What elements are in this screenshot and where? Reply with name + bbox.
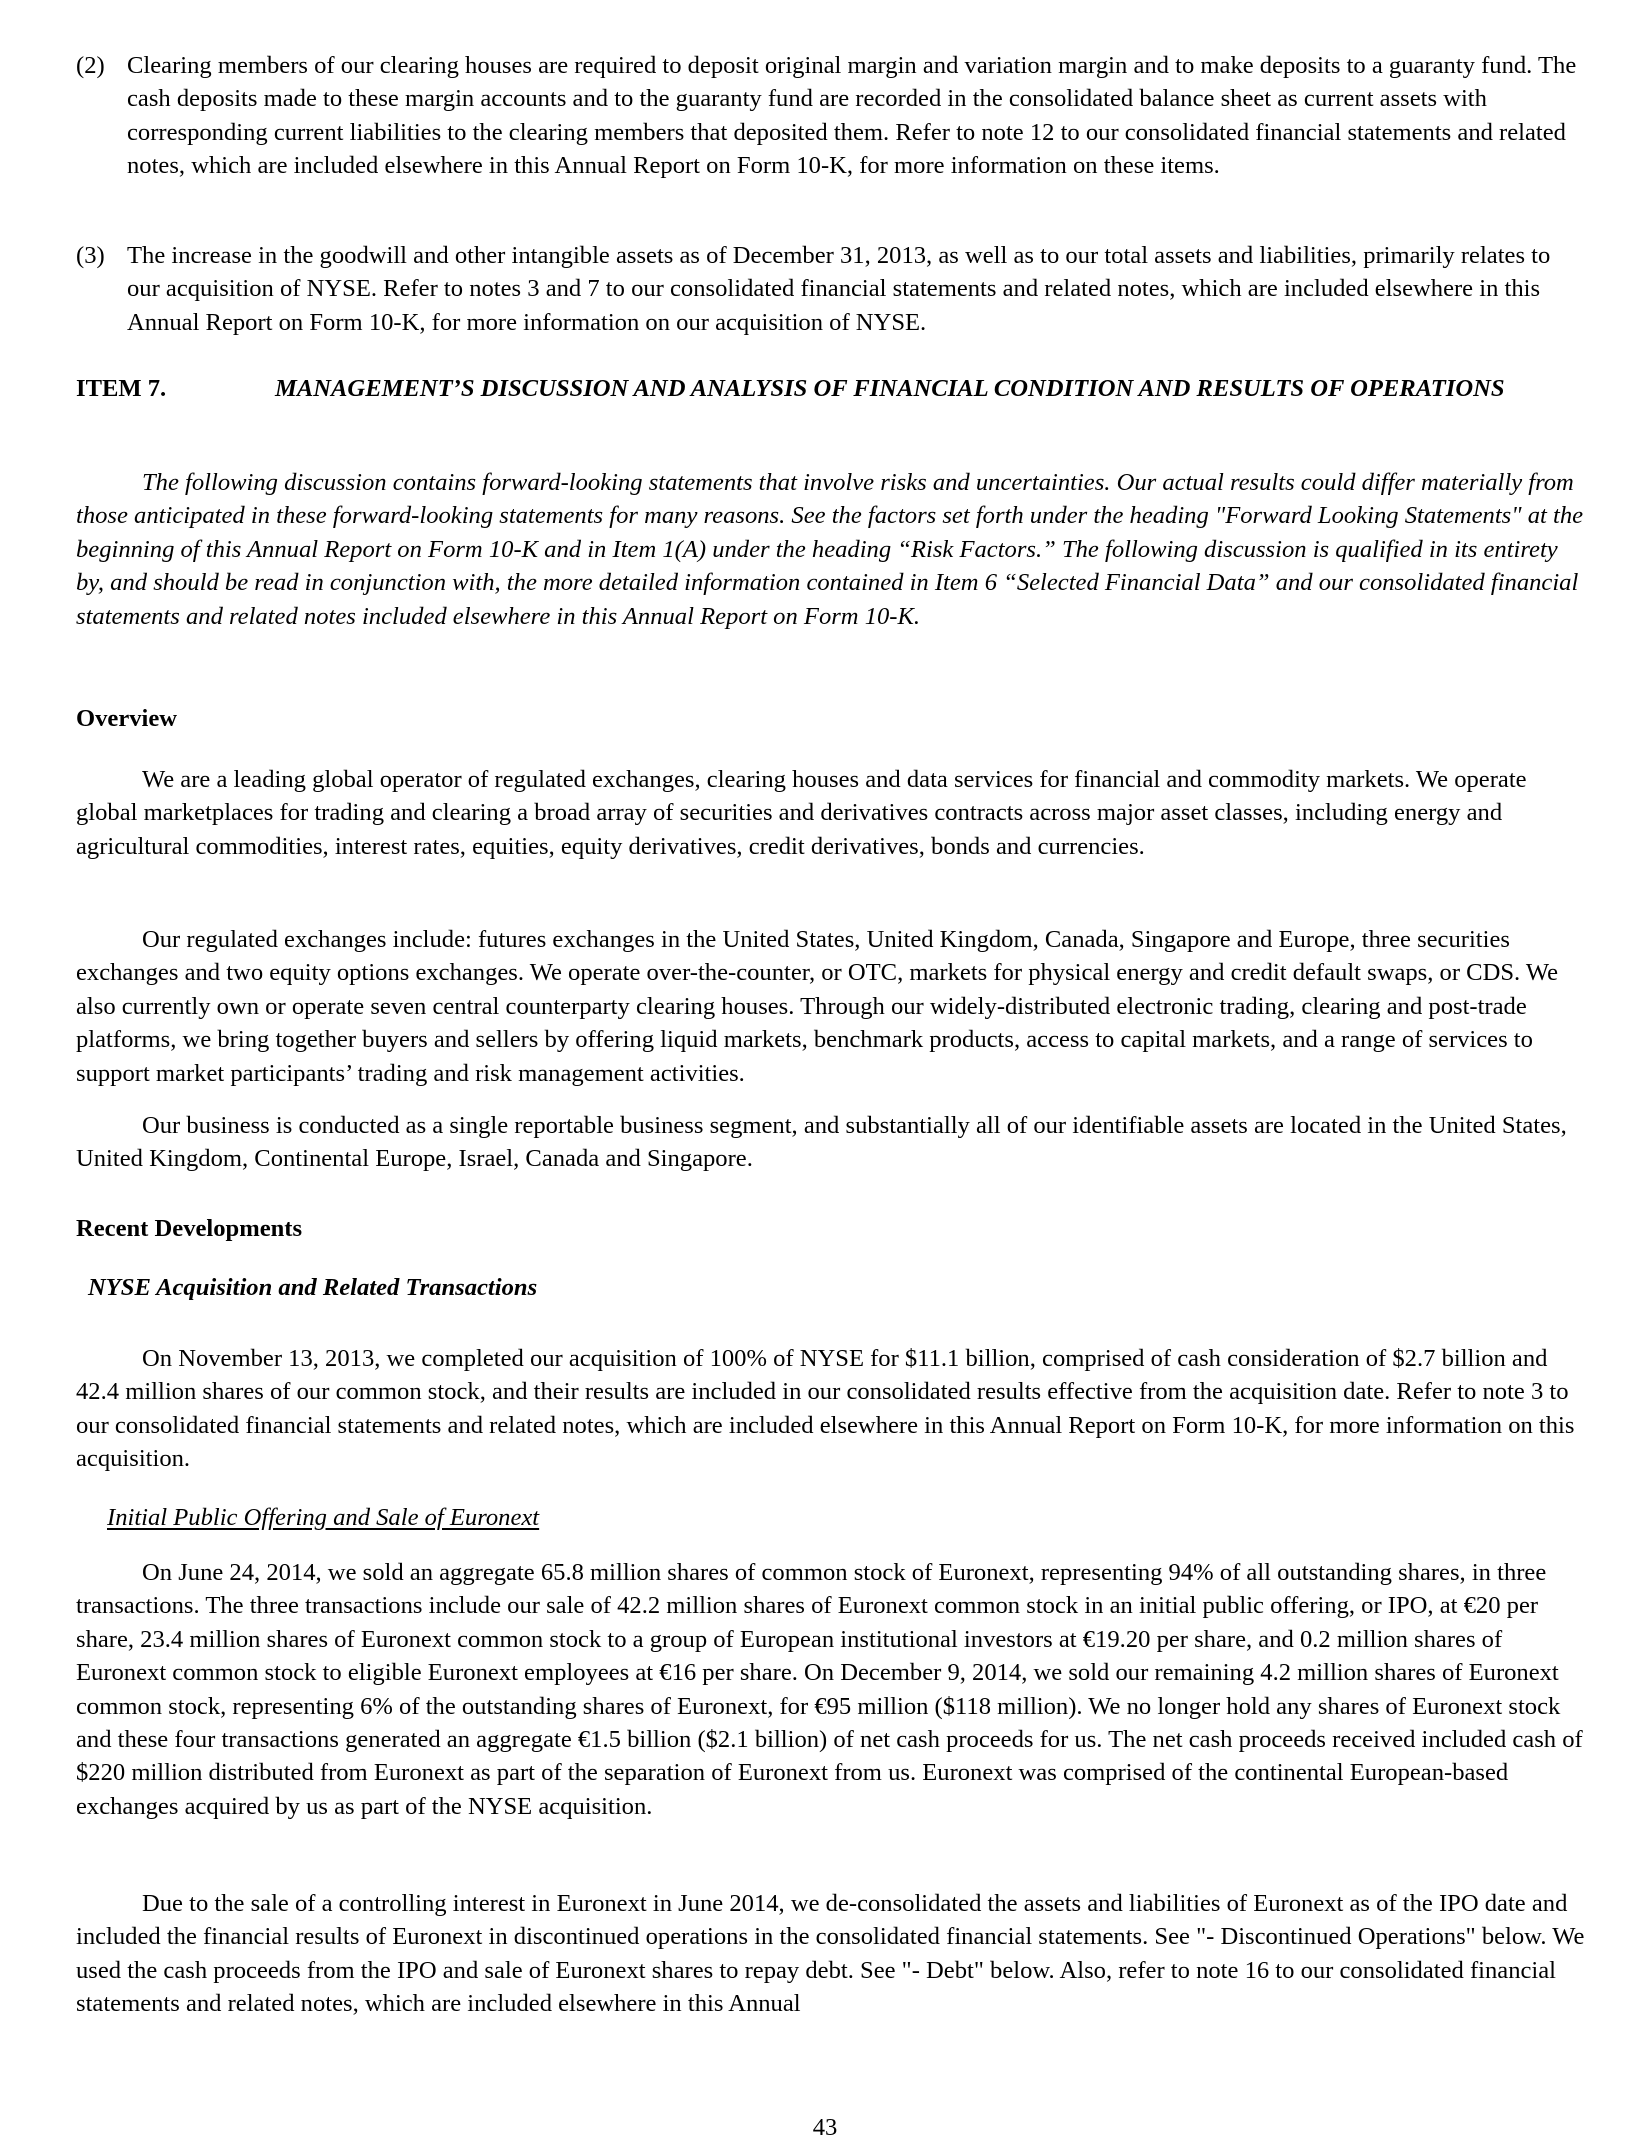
footnote-number: (2) xyxy=(76,52,105,79)
euronext-paragraph: On June 24, 2014, we sold an aggregate 65.8 million shares of common stock of Euronext, representing 94% of all outstanding shares, in three transactions. The three transactions include our sale of 42.2 million shares of Euronext common stock in an initial public offering, or IPO, at €20 per share, 23.4 million shares of Euronext common stock to a group of European institutional investors at €19.20 per share, and 0.2 million shares of Euronext common stock to eligible Euronext employees at €16 per share. On December 9, 2014, we sold our remaining 4.2 million shares of Euronext common stock, representing 6% of the outstanding shares of Euronext, for €95 million ($118 million). We no longer hold any shares of Euronext stock and these four transactions generated an aggregate €1.5 billion ($2.1 billion) of net cash proceeds for us. The net cash proceeds received included cash of $220 million distributed from Euronext as part of the separation of Euronext from us. Euronext was comprised of the continental European-based exchanges acquired by us as part of the NYSE acquisition. xyxy=(76,1559,1583,1820)
footnote-number: (3) xyxy=(76,242,105,269)
footnote-2 xyxy=(76,49,1586,183)
item-heading xyxy=(76,372,1586,405)
footnote-3 xyxy=(76,239,1586,339)
overview-heading: Overview xyxy=(76,705,178,732)
overview-paragraph: We are a leading global operator of regulated exchanges, clearing houses and data services for financial and commodity markets. We operate global marketplaces for trading and clearing a broad array of securities and derivatives contracts across major asset classes, including energy and agricultural commodities, interest rates, equities, equity derivatives, credit derivatives, bonds and currencies. xyxy=(76,766,1527,860)
overview-paragraph: Our regulated exchanges include: futures exchanges in the United States, United Kingdom, Canada, Singapore and Europe, three securities exchanges and two equity options exchanges. We operate over-the-counter, or OTC, markets for physical energy and credit default swaps, or CDS. We also currently own or operate seven central counterparty clearing houses. Through our widely-distributed electronic trading, clearing and post-trade platforms, we bring together buyers and sellers by offering liquid markets, benchmark products, access to capital markets, and a range of services to support market participants’ trading and risk management activities. xyxy=(76,926,1559,1087)
overview-paragraph: Our business is conducted as a single reportable business segment, and substantially all of our identifiable assets are located in the United States, United Kingdom, Continental Europe, Israel, Canada and Singapore. xyxy=(76,1112,1567,1173)
nyse-acquisition-paragraph: On November 13, 2013, we completed our acquisition of 100% of NYSE for $11.1 billion, comprised of cash consideration of $2.7 billion and 42.4 million shares of our common stock, and their results are included in our consolidated results effective from the acquisition date. Refer to note 3 to our consolidated financial statements and related notes, which are included elsewhere in this Annual Report on Form 10-K, for more information on this acquisition. xyxy=(76,1345,1575,1473)
page-number: 43 xyxy=(812,2114,838,2141)
item-title: MANAGEMENT’S DISCUSSION AND ANALYSIS OF FINANCIAL CONDITION AND RESULTS OF OPERATIONS xyxy=(275,375,1505,402)
euronext-paragraph: Due to the sale of a controlling interest in Euronext in June 2014, we de-consolidated the assets and liabilities of Euronext as of the IPO date and included the financial results of Euronext in discontinued operations in the consolidated financial statements. See "- Discontinued Operations" below. We used the cash proceeds from the IPO and sale of Euronext shares to repay debt. See "- Debt" below. Also, refer to note 16 to our consolidated financial statements and related notes, which are included elsewhere in this Annual xyxy=(76,1890,1585,2018)
nyse-acquisition-heading: NYSE Acquisition and Related Transactions xyxy=(88,1274,538,1301)
item-label: ITEM 7. xyxy=(76,375,167,402)
euronext-ipo-heading xyxy=(107,1501,1617,1534)
footnote-text: The increase in the goodwill and other intangible assets as of December 31, 2013, as well as to our total assets and liabilities, primarily relates to our acquisition of NYSE. Refer to notes 3 and 7 to our consolidated financial statements and related notes, which are included elsewhere in this Annual Report on Form 10-K, for more information on our acquisition of NYSE. xyxy=(127,242,1551,336)
footnote-text: Clearing members of our clearing houses are required to deposit original margin and variation margin and to make deposits to a guaranty fund. The cash deposits made to these margin accounts and to the guaranty fund are recorded in the consolidated balance sheet as current assets with corresponding current liabilities to the clearing members that deposited them. Refer to note 12 to our consolidated financial statements and related notes, which are included elsewhere in this Annual Report on Form 10-K, for more information on these items. xyxy=(127,52,1577,180)
euronext-ipo-heading-text: Initial Public Offering and Sale of Euronext xyxy=(107,1504,540,1531)
intro-paragraph: The following discussion contains forward-looking statements that involve risks and uncertainties. Our actual results could differ materially from those anticipated in these forward-looking statements for many reasons. See the factors set forth under the heading "Forward Looking Statements" at the beginning of this Annual Report on Form 10-K and in Item 1(A) under the heading “Risk Factors.” The following discussion is qualified in its entirety by, and should be read in conjunction with, the more detailed information contained in Item 6 “Selected Financial Data” and our consolidated financial statements and related notes included elsewhere in this Annual Report on Form 10-K. xyxy=(76,469,1584,630)
recent-developments-heading: Recent Developments xyxy=(76,1215,303,1242)
